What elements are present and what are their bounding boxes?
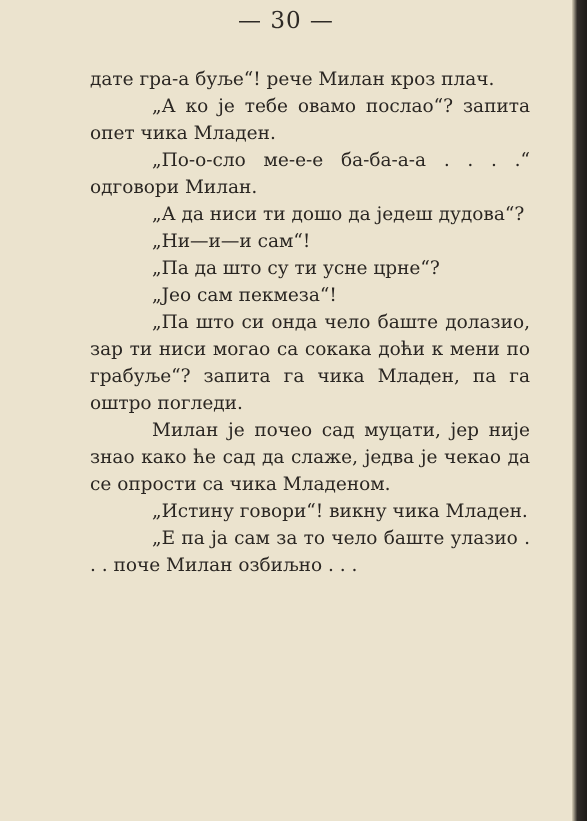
body-text — [90, 66, 530, 579]
paragraph-11: „Е па ја сам за то чело баште улазио . . . поче Милан озбиљно . . . — [90, 528, 530, 576]
paragraph-6: „Па да што су ти усне црне“? — [152, 258, 440, 279]
paragraph-1: дате гра-а буље“! рече Милан кроз плач. — [90, 69, 495, 90]
paragraph-10: „Истину говори“! викну чика Младен. — [152, 501, 528, 522]
paragraph-3: „По-о-сло ме-е-е ба-ба-а-а . . . .“ одговори Милан. — [90, 150, 530, 198]
paragraph-5: „Ни—и—и сам“! — [152, 231, 311, 252]
paragraph-9: Милан је почео сад муцати, јер није знао како ће сад да слаже, једва је чекао да се опрости са чика Младеном. — [90, 420, 530, 495]
paragraph-2: „А ко је тебе овамо послао“? запита опет чика Младен. — [90, 96, 530, 144]
paragraph-7: „Јео сам пекмеза“! — [152, 285, 337, 306]
paragraph-4: „А да ниси ти дошо да једеш дудова“? — [152, 204, 525, 225]
page-edge-shadow — [572, 0, 587, 821]
page-number: — 30 — — [238, 8, 334, 34]
paragraph-8: „Па што си онда чело баште долазио, зар ти ниси могао са сокака доћи к мени по грабуље“? запита га чика Младен, па га оштро погледи. — [90, 312, 530, 414]
